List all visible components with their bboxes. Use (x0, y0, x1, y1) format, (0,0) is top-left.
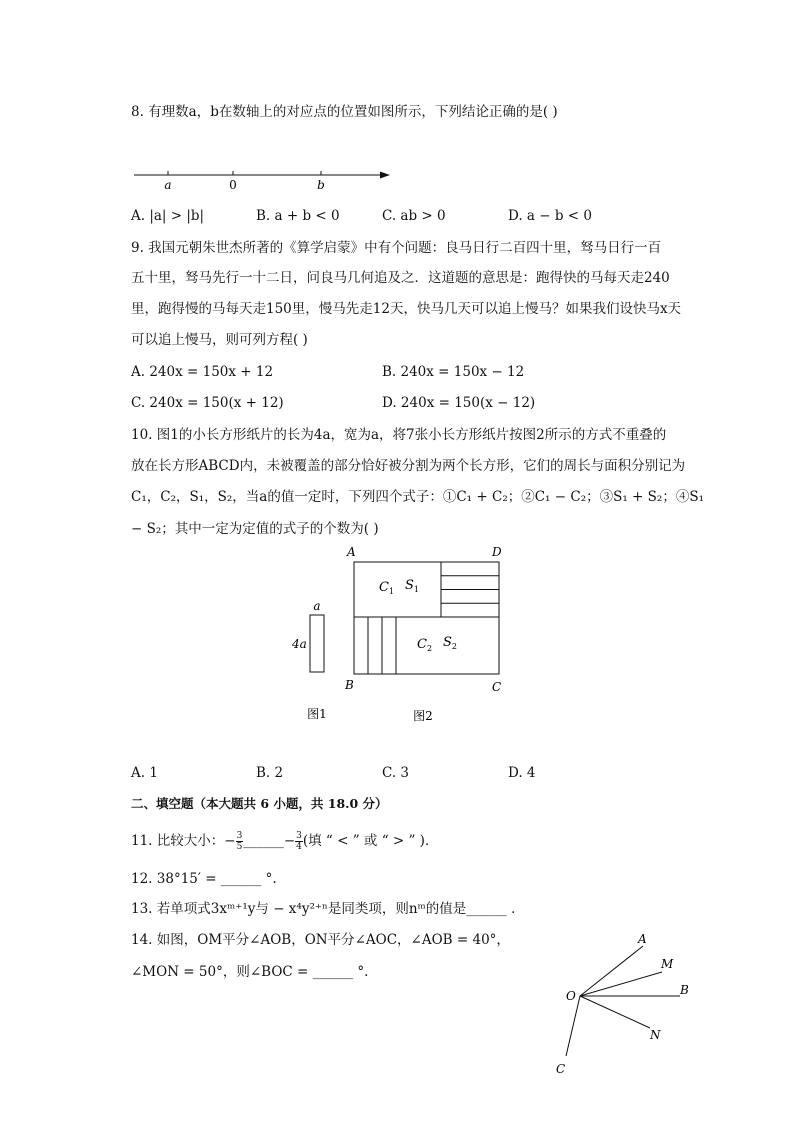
q8-option-c[interactable]: C. ab > 0 (382, 208, 446, 224)
fig1-height-label: 4a (292, 637, 307, 651)
q11-stem (131, 826, 438, 856)
corner-c: C (492, 680, 502, 694)
q11-prefix: 11. 比较大小：− (131, 833, 236, 849)
corner-d: D (492, 545, 502, 559)
q9-option-c[interactable]: C. 240x = 150(x + 12) (131, 395, 284, 411)
q9-line-1: 9. 我国元朝朱世杰所著的《算学启蒙》中有个问题：良马日行二百四十里，驽马日行一百 (131, 240, 662, 256)
caption-fig2: 图2 (413, 709, 433, 723)
q11-blank[interactable]: ______ (243, 833, 284, 849)
q9-option-d[interactable]: D. 240x = 150(x − 12) (382, 395, 536, 411)
q10-line-1: 10. 图1的小长方形纸片的长为4a，宽为a，将7张小长方形纸片按图2所示的方式不重叠的 (131, 427, 667, 443)
q13-stem: 13. 若单项式3xᵐ⁺¹y与 − x⁴y²⁺ⁿ是同类项，则nᵐ的值是______ ． (131, 901, 525, 917)
ray-oc (566, 996, 580, 1056)
fig1-width-label: a (313, 599, 321, 613)
corner-a: A (347, 545, 356, 559)
q11-frac1: $\frac{3}{5}$ (236, 831, 243, 852)
corner-b: B (345, 678, 354, 692)
q10-line-3: C₁，C₂，S₁，S₂，当a的值一定时，下列四个式子：①C₁ + C₂；②C₁ − C₂；③S₁ + S₂；④S₁ (131, 489, 704, 505)
point-b: B (680, 983, 689, 997)
region2-s: $S_2$ (443, 635, 457, 651)
point-a: A (638, 932, 647, 946)
q14-line-2: ∠MON = 50°，则∠BOC = ______ °. (131, 964, 369, 980)
section-title: 二、填空题（本大题共 6 小题，共 18.0 分） (131, 796, 388, 811)
q8-stem: 8. 有理数a，b在数轴上的对应点的位置如图所示，下列结论正确的是( ) (131, 104, 558, 120)
q9-line-4: 可以追上慢马，则可列方程( ) (131, 332, 308, 348)
label-a: a (164, 178, 172, 192)
q9-option-a[interactable]: A. 240x = 150x + 12 (131, 364, 274, 380)
ray-oa (580, 946, 643, 996)
q9-line-2: 五十里，驽马先行一十二日，问良马几何追及之．这道题的意思是：跑得快的马每天走240 (131, 270, 670, 286)
q10-option-c[interactable]: C. 3 (382, 765, 410, 781)
q10-figure (285, 540, 515, 730)
region1-c: $C_1$ (379, 580, 395, 596)
ray-on (580, 996, 650, 1028)
q8-option-a[interactable]: A. |a| > |b| (131, 208, 205, 224)
q9-line-3: 里，跑得慢的马每天走150里，慢马先走12天，快马几天可以追上慢马？如果我们设快马x天 (131, 301, 682, 317)
q8-option-d[interactable]: D. a − b < 0 (508, 208, 592, 224)
point-o: O (566, 989, 576, 1003)
q11-frac2: $\frac{3}{4}$ (296, 831, 302, 852)
label-b: b (317, 178, 325, 192)
q12-stem: 12. 38°15′ = ______ °. (131, 871, 277, 887)
q10-line-4: − S₂；其中一定为定值的式子的个数为( ) (131, 521, 379, 537)
q10-option-d[interactable]: D. 4 (508, 765, 536, 781)
point-c: C (556, 1062, 566, 1076)
ray-om (580, 972, 662, 996)
q10-option-a[interactable]: A. 1 (131, 765, 158, 781)
region1-s: $S_1$ (405, 578, 419, 594)
q11-suffix: (填 “ < ” 或 “ > ” )． (302, 833, 439, 849)
q9-option-b[interactable]: B. 240x = 150x − 12 (382, 364, 525, 380)
rect-abcd (354, 562, 499, 674)
caption-fig1: 图1 (307, 707, 327, 721)
point-n: N (650, 1028, 661, 1042)
q10-option-b[interactable]: B. 2 (256, 765, 284, 781)
q8-option-b[interactable]: B. a + b < 0 (256, 208, 340, 224)
point-m: M (661, 957, 674, 971)
label-0: 0 (229, 178, 237, 192)
q11-minus: − (283, 833, 296, 849)
fig1-rectangle (310, 615, 324, 672)
region2-c: $C_2$ (417, 637, 433, 653)
q8-number-line (130, 160, 400, 195)
axis-arrow (380, 172, 390, 179)
q14-line-1: 14. 如图，OM平分∠AOB，ON平分∠AOC，∠AOB = 40°， (131, 932, 510, 948)
q10-line-2: 放在长方形ABCD内，未被覆盖的部分恰好被分割为两个长方形，它们的周长与面积分别记为 (131, 458, 686, 474)
q14-angle-figure (550, 928, 700, 1078)
